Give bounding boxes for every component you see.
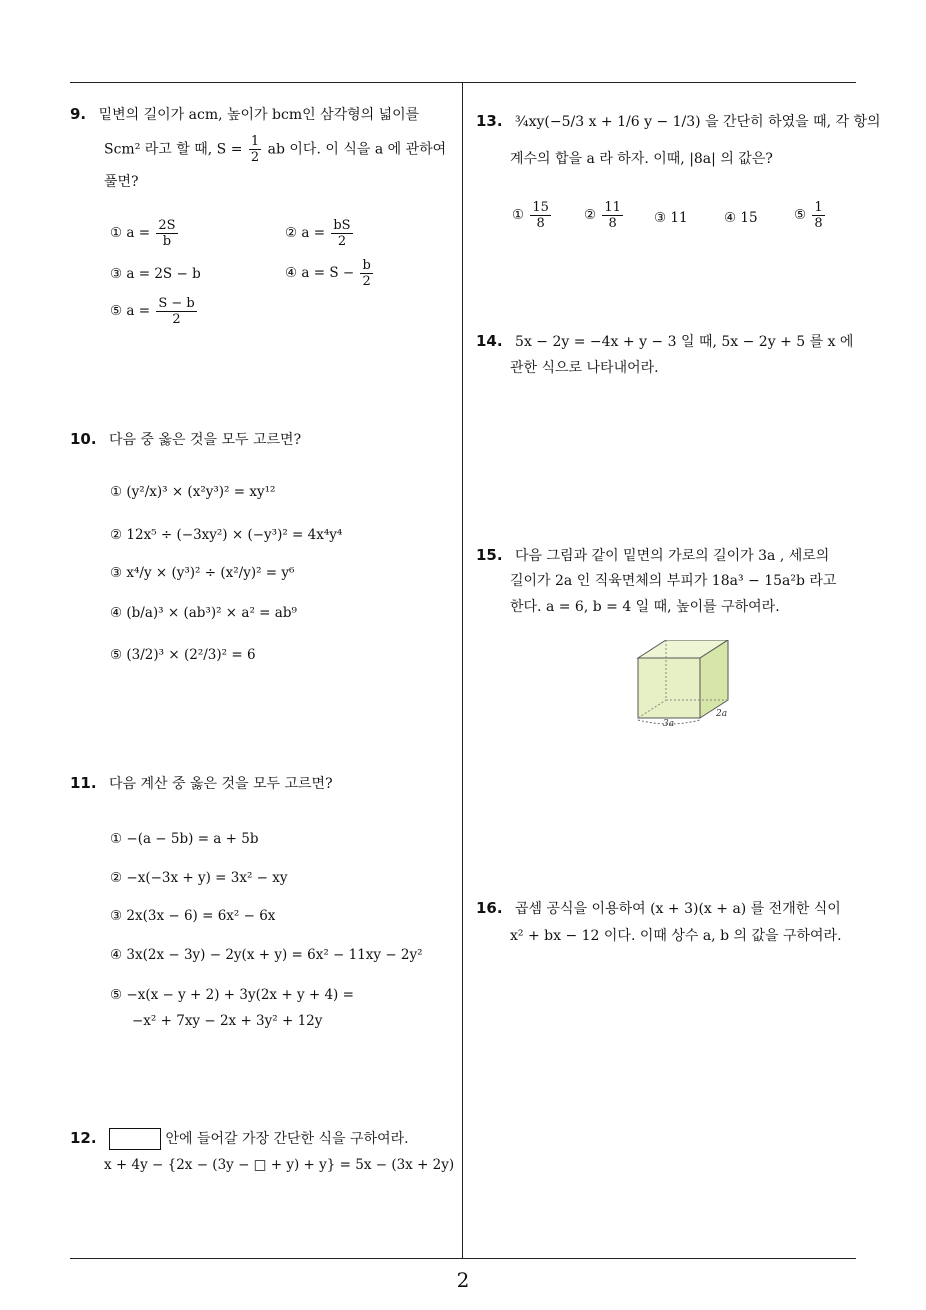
q15-text1: 다음 그림과 같이 밑면의 가로의 길이가 3a , 세로의 [515, 548, 830, 564]
q9-option-4[interactable]: ④ a = S − $\frac{b}{2}$ [285, 258, 371, 289]
q9-half: $\frac{1}{2}$ [250, 134, 260, 165]
q11-option-5b: −x² + 7xy − 2x + 3y² + 12y [132, 1013, 323, 1029]
q13-line2: 계수의 합을 a 라 하자. 이때, |8a| 의 값은? [510, 151, 773, 167]
q13-option-5[interactable]: ⑤ $\frac{1}{8}$ [794, 200, 823, 231]
q10-option-5[interactable]: ⑤ (3/2)³ × (2²/3)² = 6 [110, 647, 256, 663]
q16-number: 16. [476, 899, 503, 917]
q13-line1 [476, 110, 881, 133]
q11-number: 11. [70, 774, 97, 792]
q16-line2: x² + bx − 12 이다. 이때 상수 a, b 의 값을 구하여라. [510, 928, 842, 944]
q13-number: 13. [476, 112, 503, 130]
column-divider [462, 82, 463, 1258]
q13-option-1[interactable]: ① $\frac{15}{8}$ [512, 200, 549, 231]
q16-text1: 곱셈 공식을 이용하여 (x + 3)(x + a) 를 전개한 식이 [515, 901, 841, 917]
q12-stem [70, 1127, 409, 1150]
q10-option-3[interactable]: ③ x⁴/y × (y³)² ÷ (x²/y)² = y⁶ [110, 565, 295, 581]
q16-line1 [476, 897, 841, 920]
cuboid-figure [630, 640, 740, 734]
q9-option-2[interactable]: ② a = $\frac{bS}{2}$ [285, 218, 351, 249]
q11-option-5a[interactable]: ⑤ −x(x − y + 2) + 3y(2x + y + 4) = [110, 987, 354, 1003]
q15-line2: 길이가 2a 인 직육면체의 부피가 18a³ − 15a²b 라고 [510, 573, 837, 589]
q14-line1 [476, 330, 853, 353]
q11-text: 다음 계산 중 옳은 것을 모두 고르면? [109, 776, 333, 792]
bottom-rule [70, 1258, 856, 1259]
q9-text2a: Scm² 라고 할 때, S = [104, 141, 243, 158]
q9-option-1[interactable]: ① a = $\frac{2S}{b}$ [110, 218, 176, 249]
q9-line1 [70, 103, 419, 126]
q11-option-4[interactable]: ④ 3x(2x − 3y) − 2y(x + y) = 6x² − 11xy − 2y² [110, 947, 423, 963]
q9-text1: 밑변의 길이가 acm, 높이가 bcm인 삼각형의 넓이를 [98, 107, 420, 123]
q11-option-3[interactable]: ③ 2x(3x − 6) = 6x² − 6x [110, 908, 276, 924]
page-number: 2 [456, 1268, 470, 1292]
q10-number: 10. [70, 430, 97, 448]
q9-option-5[interactable]: ⑤ a = $\frac{S - b}{2}$ [110, 296, 195, 327]
q15-line3: 한다. a = 6, b = 4 일 때, 높이를 구하여라. [510, 599, 780, 615]
q9-line2 [104, 134, 446, 165]
q15-line1 [476, 544, 829, 567]
q13-option-3[interactable]: ③ 11 [654, 210, 688, 226]
q14-line2: 관한 식으로 나타내어라. [510, 360, 659, 376]
q10-option-1[interactable]: ① (y²/x)³ × (x²y³)² = xy¹² [110, 484, 276, 500]
label-3a: 3a [663, 719, 675, 729]
top-rule [70, 82, 856, 83]
q11-stem [70, 772, 333, 795]
q9-option-3[interactable]: ③ a = 2S − b [110, 266, 201, 282]
q13-option-4[interactable]: ④ 15 [724, 210, 758, 226]
q9-line3: 풀면? [104, 174, 139, 190]
q11-option-1[interactable]: ① −(a − 5b) = a + 5b [110, 831, 259, 847]
q10-option-2[interactable]: ② 12x⁵ ÷ (−3xy²) × (−y³)² = 4x⁴y⁴ [110, 527, 343, 543]
q10-stem [70, 428, 301, 451]
label-2a: 2a [716, 709, 728, 719]
q12-text: 안에 들어갈 가장 간단한 식을 구하여라. [165, 1131, 409, 1147]
q9-text2b: ab 이다. 이 식을 a 에 관하여 [267, 141, 447, 158]
q13-text1: ¾xy(−5/3 x + 1/6 y − 1/3) 을 간단히 하였을 때, 각 항의 [515, 114, 881, 130]
answer-blank-box [109, 1128, 161, 1150]
q13-option-2[interactable]: ② $\frac{11}{8}$ [584, 200, 621, 231]
q12-expression: x + 4y − {2x − (3y − □ + y) + y} = 5x − (3x + 2y) [104, 1157, 455, 1173]
q10-option-4[interactable]: ④ (b/a)³ × (ab³)² × a² = ab⁹ [110, 605, 297, 621]
q14-number: 14. [476, 332, 503, 350]
q9-number: 9. [70, 105, 87, 123]
q12-number: 12. [70, 1129, 97, 1147]
q11-option-2[interactable]: ② −x(−3x + y) = 3x² − xy [110, 870, 288, 886]
q14-text1: 5x − 2y = −4x + y − 3 일 때, 5x − 2y + 5 를 x 에 [515, 334, 854, 350]
q10-text: 다음 중 옳은 것을 모두 고르면? [109, 432, 302, 448]
q15-number: 15. [476, 546, 503, 564]
